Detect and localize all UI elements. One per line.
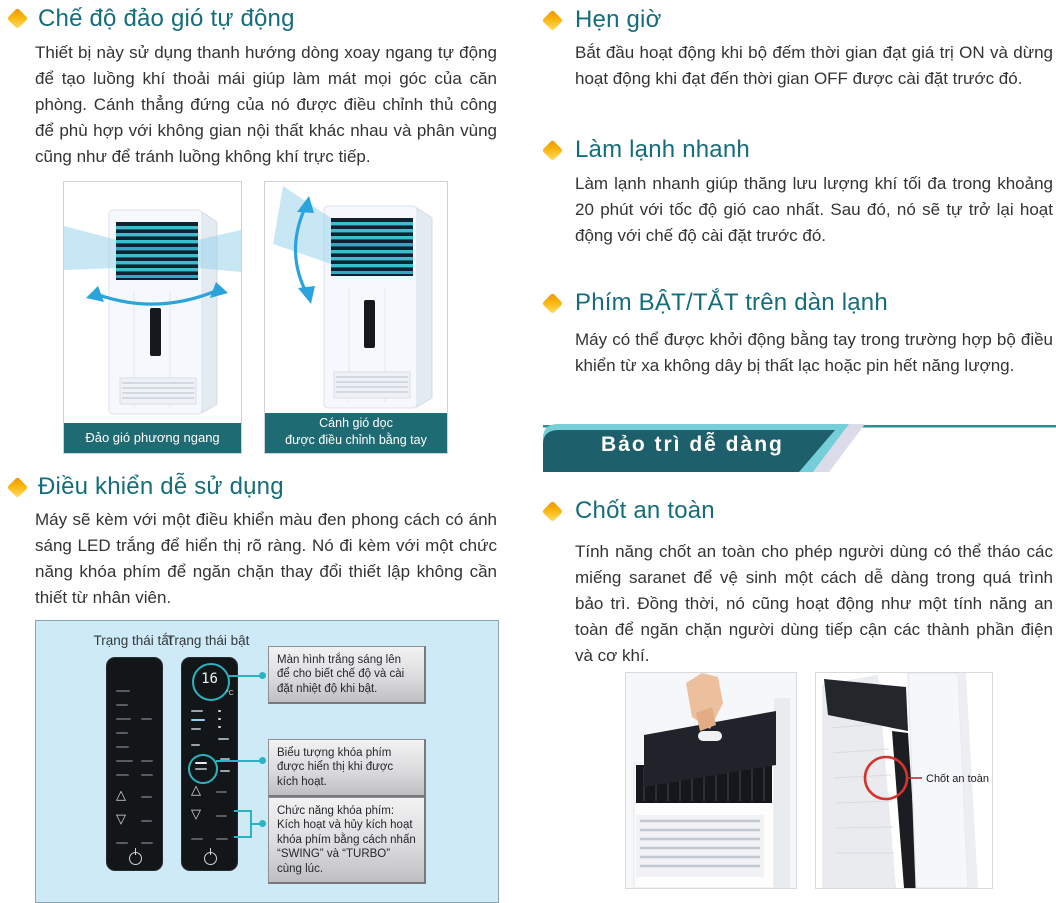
section-title-fast-cooling: Làm lạnh nhanh	[575, 136, 750, 163]
paragraph-fast-cooling: Làm lạnh nhanh giúp thăng lưu lượng khí tối đa trong khoảng 20 phút với tốc độ gió cao nhất. Sau đó, nó sẽ tự trở lại hoạt động với chế độ cài đặt trước đó.	[575, 174, 1053, 245]
paragraph-onoff-button: Máy có thể được khởi động bằng tay trong trường hợp bộ điều khiển từ xa không dây bị thất lạc hoặc pin hết năng lượng.	[575, 330, 1053, 375]
temp-down-icon: ▽	[191, 807, 201, 822]
figure-caption-line2: được điều chỉnh bằng tay	[285, 433, 427, 447]
callout-keylock-function: Chức năng khóa phím: Kích hoạt và hủy kích hoạt khóa phím bằng cách nhấn “SWING” và “TURBO” cùng lúc.	[268, 797, 426, 884]
paragraph-auto-swing: Thiết bị này sử dụng thanh hướng dòng xoay ngang tự động để tạo luồng khí thoải mái giúp làm mát mọi góc của căn phòng. Cánh thẳng đứng của nó được điều chỉnh thủ công để phù hợp với không gian nội thất khác nhau và phân vùng cũng như để tránh luồng không khí trực tiếp.	[35, 43, 497, 166]
state-off-label: Trạng thái tắt	[93, 633, 173, 648]
temp-up-icon: △	[116, 788, 126, 803]
remote-panel-off	[106, 657, 163, 871]
power-icon	[204, 852, 217, 865]
section-title-timer: Hẹn giờ	[575, 6, 662, 33]
figure-caption-line1: Cánh gió dọc	[319, 416, 393, 430]
photo-annotation-label: Chốt an toàn	[926, 773, 989, 785]
bullet-diamond-icon	[542, 140, 563, 161]
bullet-diamond-icon	[7, 8, 28, 29]
connector-dot	[259, 820, 266, 827]
bullet-diamond-icon	[7, 477, 28, 498]
temp-down-icon: ▽	[116, 812, 126, 827]
section-title-easy-control: Điều khiển dễ sử dụng	[38, 473, 284, 500]
control-panel-diagram	[35, 620, 499, 903]
temperature-display: 16	[201, 671, 218, 687]
safety-latch-illustration	[816, 673, 992, 888]
state-on-label: Trạng thái bật	[166, 633, 250, 648]
ac-unit-horizontal-swing-illustration	[64, 182, 241, 423]
figure-caption	[265, 413, 447, 453]
maintenance-banner-title: Bảo trì dễ dàng	[601, 433, 784, 456]
photo-safety-latch	[815, 672, 993, 889]
bullet-diamond-icon	[542, 10, 563, 31]
callout-display: Màn hình trắng sáng lên để cho biết chế độ và cài đặt nhiệt độ khi bật.	[268, 646, 426, 704]
power-icon	[129, 852, 142, 865]
temp-up-icon: △	[191, 783, 201, 798]
filter-removal-illustration	[626, 673, 796, 888]
ac-unit-vertical-louver-illustration	[265, 182, 447, 415]
photo-filter-removal	[625, 672, 797, 889]
temperature-unit: °C	[226, 690, 234, 697]
remote-panel-on	[181, 657, 238, 871]
paragraph-easy-control: Máy sẽ kèm với một điều khiển màu đen phong cách có ánh sáng LED trắng để hiển thị rõ ràng. Nó đi kèm với một chức năng khóa phím để ngăn chặn thay đổi thiết lập không cần thiết từ nhân viên.	[35, 510, 497, 607]
figure-vertical-louver	[264, 181, 448, 454]
bullet-diamond-icon	[542, 293, 563, 314]
figure-caption: Đảo gió phương ngang	[64, 423, 241, 453]
callout-lock-icon: Biểu tượng khóa phím được hiển thị khi được kích hoạt.	[268, 739, 426, 797]
section-title-onoff-button: Phím BẬT/TẮT trên dàn lạnh	[575, 289, 888, 316]
connector-dot	[259, 757, 266, 764]
figure-horizontal-swing	[63, 181, 242, 454]
bracket-line	[234, 810, 251, 812]
bracket-line	[234, 836, 251, 838]
callout-connector	[229, 675, 262, 677]
section-title-safety-latch: Chốt an toàn	[575, 497, 715, 524]
paragraph-safety-latch: Tính năng chốt an toàn cho phép người dùng có thể tháo các miếng saranet để vệ sinh một cách dễ dàng trong quá trình bảo trì. Đồng thời, nó cũng hoạt động như một tính năng an toàn để ngăn chặn người dùng tiếp cận các thành phần điện và cơ khí.	[575, 542, 1053, 665]
section-title-auto-swing: Chế độ đảo gió tự động	[38, 5, 295, 32]
paragraph-timer: Bắt đầu hoạt động khi bộ đếm thời gian đạt giá trị ON và dừng hoạt động khi đạt đến thời gian OFF được cài đặt trước đó.	[575, 43, 1053, 88]
connector-dot	[259, 672, 266, 679]
bullet-diamond-icon	[542, 501, 563, 522]
callout-connector	[216, 760, 262, 762]
